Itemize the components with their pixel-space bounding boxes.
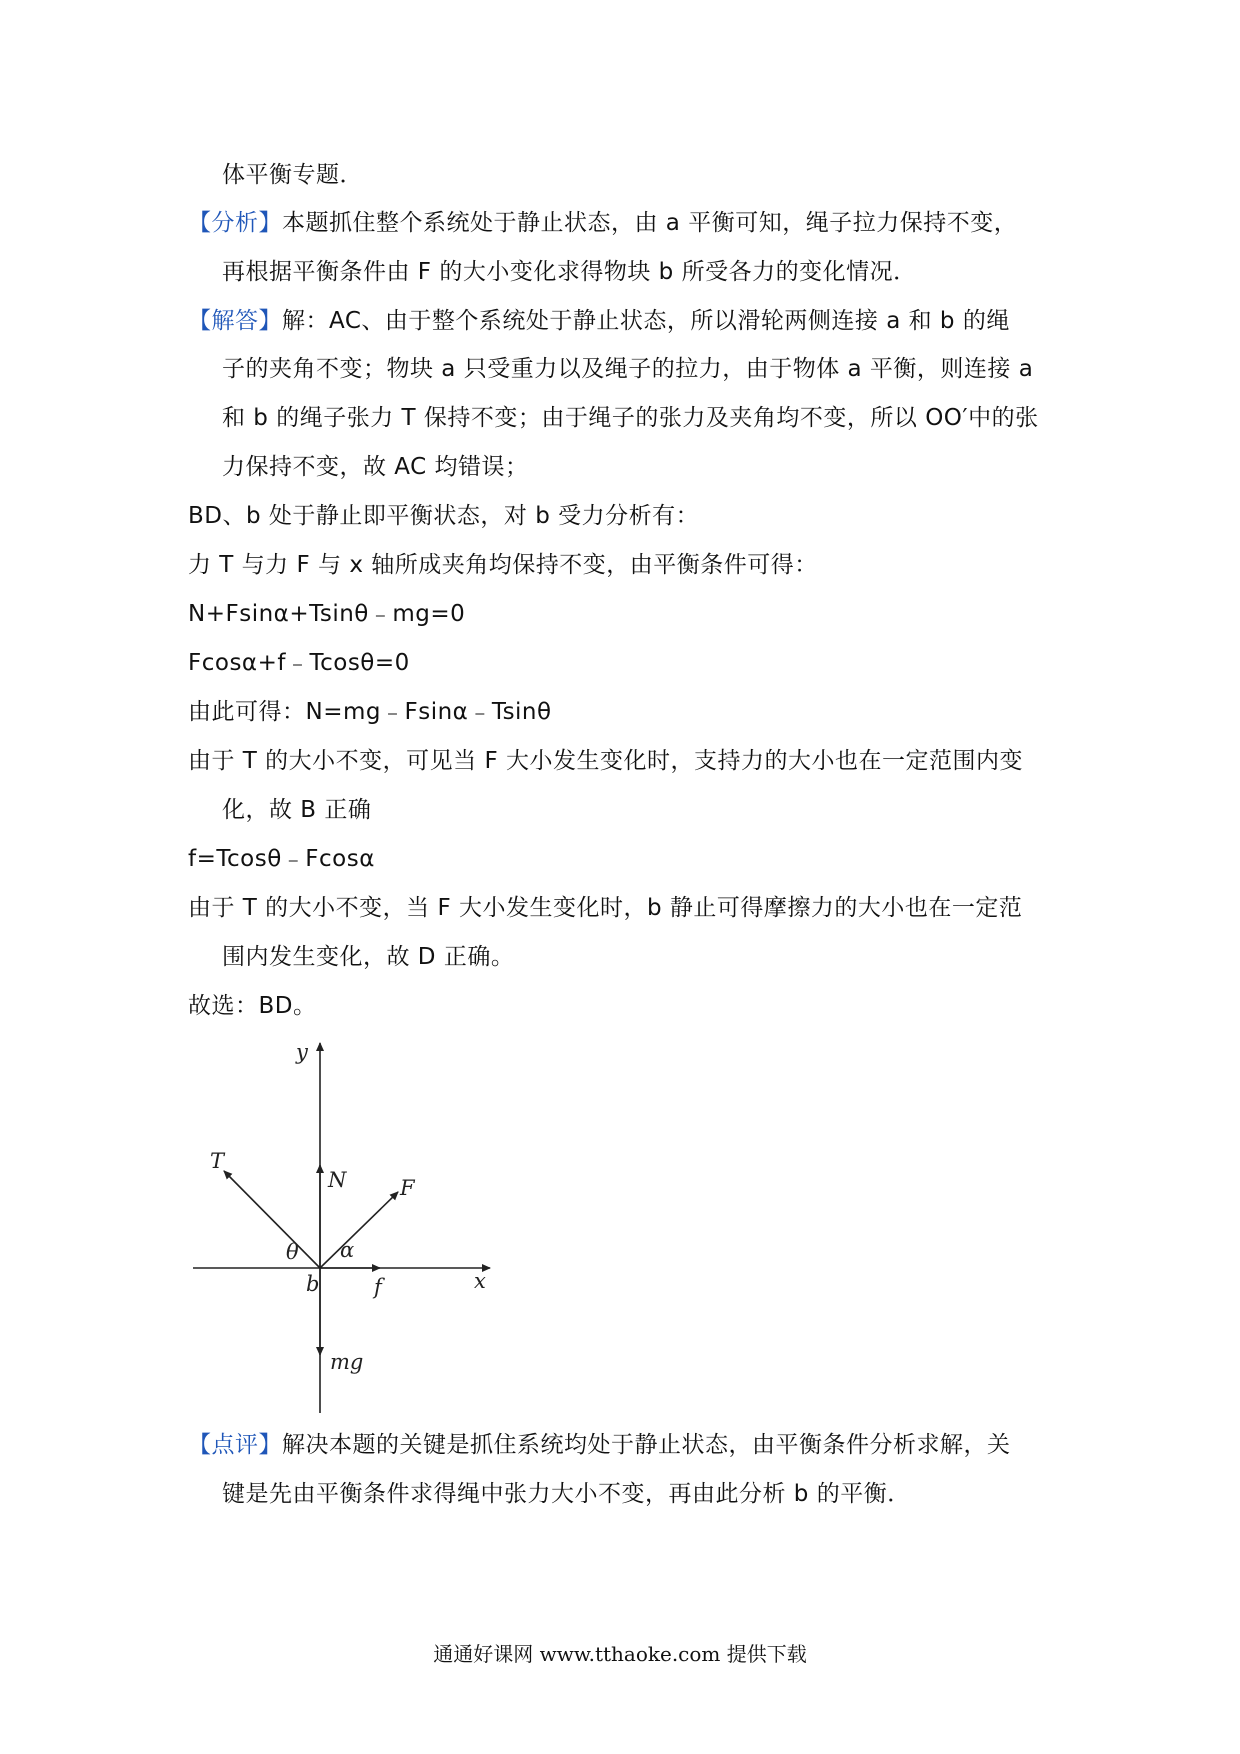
- conclusion-1b: 化，故 B 正确: [222, 797, 372, 823]
- x-axis-label: x: [474, 1269, 486, 1293]
- comment-paragraph-line-1: [188, 1430, 1011, 1460]
- conclusion-2a: 由于 T 的大小不变，当 F 大小发生变化时，b 静止可得摩擦力的大小也在一定范: [188, 895, 1023, 921]
- force-T-arrow: [224, 1171, 320, 1268]
- label-mg: mg: [330, 1350, 364, 1374]
- comment-text-2: 键是先由平衡条件求得绳中张力大小不变，再由此分析 b 的平衡．: [222, 1481, 911, 1507]
- answer-text-1: 解：AC、由于整个系统处于静止状态，所以滑轮两侧连接 a 和 b 的绳: [282, 308, 1010, 334]
- bd-analysis-2: 力 T 与力 F 与 x 轴所成夹角均保持不变，由平衡条件可得：: [188, 552, 818, 578]
- label-F: F: [400, 1176, 415, 1200]
- equation-2: Fcosα+f﹣Tcosθ=0: [188, 650, 410, 676]
- equation-1: N+Fsinα+Tsinθ﹣mg=0: [188, 601, 466, 627]
- free-body-diagram: [188, 1035, 498, 1415]
- answer-text-3: 和 b 的绳子张力 T 保持不变；由于绳子的张力及夹角均不变，所以 OO′中的张: [222, 405, 1039, 431]
- comment-tag: 【点评】: [188, 1432, 282, 1458]
- force-F-arrow: [320, 1192, 398, 1268]
- bd-analysis-1: BD、b 处于静止即平衡状态，对 b 受力分析有：: [188, 503, 700, 529]
- analysis-text-2: 再根据平衡条件由 F 的大小变化求得物块 b 所受各力的变化情况．: [222, 259, 917, 285]
- label-N: N: [328, 1168, 347, 1192]
- previous-section-tail: 体平衡专题．: [222, 162, 363, 188]
- answer-text-4: 力保持不变，故 AC 均错误；: [222, 454, 529, 480]
- conclusion-2b: 围内发生变化，故 D 正确。: [222, 944, 515, 970]
- footer-source: 通通好课网 www.tthaoke.com 提供下载: [433, 1642, 807, 1666]
- final-choice: 故选：BD。: [188, 993, 317, 1019]
- analysis-paragraph-line-1: [188, 208, 1017, 238]
- answer-tag: 【解答】: [188, 308, 282, 334]
- label-T: T: [210, 1149, 225, 1173]
- label-alpha: α: [340, 1238, 355, 1262]
- answer-text-2: 子的夹角不变；物块 a 只受重力以及绳子的拉力，由于物体 a 平衡，则连接 a: [222, 356, 1034, 382]
- analysis-tag: 【分析】: [188, 210, 282, 236]
- label-b: b: [306, 1272, 320, 1296]
- conclusion-1a: 由于 T 的大小不变，可见当 F 大小发生变化时，支持力的大小也在一定范围内变: [188, 748, 1024, 774]
- analysis-text-1: 本题抓住整个系统处于静止状态，由 a 平衡可知，绳子拉力保持不变，: [282, 210, 1018, 236]
- comment-text-1: 解决本题的关键是抓住系统均处于静止状态，由平衡条件分析求解，关: [282, 1432, 1011, 1458]
- equation-4: f=Tcosθ﹣Fcosα: [188, 846, 375, 872]
- answer-paragraph-line-1: [188, 306, 1010, 336]
- y-axis-label: y: [296, 1040, 308, 1064]
- label-f: f: [374, 1275, 382, 1299]
- label-theta: θ: [286, 1240, 299, 1264]
- equation-3: 由此可得：N=mg﹣Fsinα﹣Tsinθ: [188, 699, 552, 725]
